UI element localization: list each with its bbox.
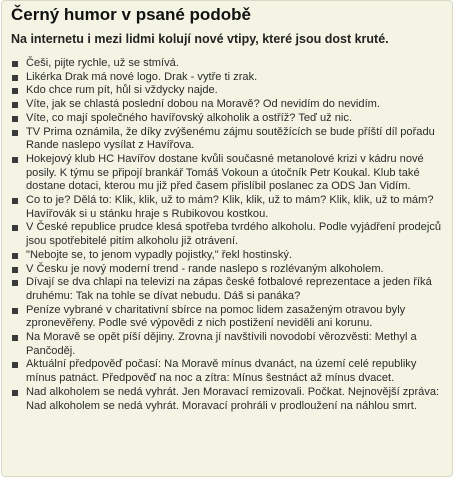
joke-text: Češi, pijte rychle, už se stmívá. bbox=[26, 57, 179, 69]
square-bullet-icon bbox=[12, 157, 18, 163]
joke-text: Hokejový klub HC Havířov dostane kvůli současné metanolové krizi v kádru nové posily. K týmu se připojí brankář Tomáš Vokoun a útočník Petr Koukal. Klub také dostane dotaci, kterou mu již před časem přislíbil poslanec za ODS Jan Vidím. bbox=[26, 152, 424, 193]
joke-item bbox=[11, 84, 443, 98]
joke-list bbox=[11, 57, 443, 413]
article-subtitle: Na internetu i mezi lidmi kolují nové vtipy, které jsou dost kruté. bbox=[11, 32, 389, 46]
joke-item bbox=[11, 71, 443, 85]
joke-text: "Nebojte se, to jenom vypadly pojistky," řekl hostinský. bbox=[26, 248, 293, 261]
joke-text: Peníze vybrané v charitativní sbírce na pomoc lidem zasaženým otravou byly zpronevěřeny. Podle své výpovědi z nich postižení neviděli ani korunu. bbox=[26, 303, 406, 330]
joke-item bbox=[11, 358, 443, 385]
joke-text: Nad alkoholem se nedá vyhrát. Jen Moravací remizovali. Počkat. Nejnovější zpráva: Nad alkoholem se nedá vyhrát. Moravací prohráli v prodloužení na náhlou smrt. bbox=[26, 385, 440, 412]
square-bullet-icon bbox=[12, 198, 18, 204]
joke-text: Víte, jak se chlastá poslední dobou na Moravě? Od nevidím do nevidím. bbox=[26, 98, 380, 111]
joke-text: TV Prima oznámila, že díky zvýšenému zájmu soutěžících se bude příští díl pořadu Rande naslepo vysílat z Havířova. bbox=[26, 125, 435, 152]
square-bullet-icon bbox=[12, 88, 18, 94]
joke-item bbox=[11, 276, 443, 303]
joke-text: V České republice prudce klesá spotřeba tvrdého alkoholu. Podle vyjádření prodejců jsou spotřebitelé pitím alkoholu již otrávení. bbox=[26, 221, 442, 248]
square-bullet-icon bbox=[12, 335, 18, 341]
square-bullet-icon bbox=[12, 102, 18, 108]
square-bullet-icon bbox=[12, 61, 18, 67]
joke-text: Co to je? Dělá to: Klik, klik, už to mám? Klik, klik, už to mám? Klik, klik, už to mám? Havířovák si u stánku hraje s Rubikovou kostkou. bbox=[26, 194, 434, 220]
square-bullet-icon bbox=[12, 116, 18, 122]
square-bullet-icon bbox=[12, 280, 18, 286]
article-card bbox=[1, 0, 453, 477]
joke-item bbox=[11, 221, 443, 248]
joke-item bbox=[11, 126, 443, 153]
square-bullet-icon bbox=[12, 267, 18, 273]
joke-text: Likérka Drak má nové logo. Drak - vytře ti zrak. bbox=[26, 70, 258, 83]
square-bullet-icon bbox=[12, 390, 18, 396]
square-bullet-icon bbox=[12, 308, 18, 314]
joke-item bbox=[11, 194, 443, 221]
square-bullet-icon bbox=[12, 130, 18, 136]
joke-text: Aktuální předpověď počasí: Na Moravě mínus dvanáct, na území celé republiky mínus patnáct. Předpověď na noc a zítra: Mínus šestnáct až mínus dvacet. bbox=[26, 358, 417, 385]
joke-text: Víte, co mají společného havířovský alkoholik a ostříž? Teď už nic. bbox=[26, 111, 353, 124]
joke-item bbox=[11, 153, 443, 194]
square-bullet-icon bbox=[12, 362, 18, 368]
square-bullet-icon bbox=[12, 225, 18, 231]
joke-item bbox=[11, 57, 443, 71]
joke-item bbox=[11, 112, 443, 126]
joke-item bbox=[11, 331, 443, 358]
joke-item bbox=[11, 263, 443, 277]
joke-item bbox=[11, 386, 443, 413]
article-title: Černý humor v psané podobě bbox=[11, 5, 251, 24]
joke-item bbox=[11, 249, 443, 263]
joke-text: Dívají se dva chlapi na televizi na zápas české fotbalové reprezentace a jeden říká druhému: Tak na tohle se dívat nebudu. Dáš si panáka? bbox=[26, 276, 432, 302]
joke-text: Kdo chce rum pít, hůl si vždycky najde. bbox=[26, 84, 218, 97]
joke-item bbox=[11, 304, 443, 331]
joke-text: V Česku je nový moderní trend - rande naslepo s rozlévaným alkoholem. bbox=[26, 262, 384, 275]
square-bullet-icon bbox=[12, 253, 18, 259]
joke-text: Na Moravě se opět píší dějiny. Zrovna jí navštívili novodobí věrozvěsti: Methyl a Pančoděj. bbox=[26, 331, 417, 357]
square-bullet-icon bbox=[12, 75, 18, 81]
joke-item bbox=[11, 98, 443, 112]
